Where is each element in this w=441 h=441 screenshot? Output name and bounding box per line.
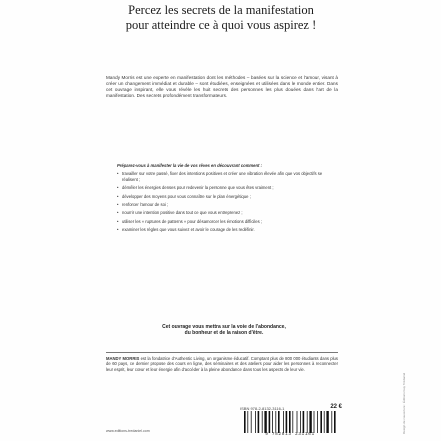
- barcode-bar: [326, 411, 328, 433]
- list-item: • développer des moyens pour vous connaître sur le plan énergétique ;: [117, 194, 331, 199]
- barcode-bar: [264, 411, 266, 433]
- isbn-label: ISBN 978-2-8132-3116-1: [240, 406, 285, 411]
- barcode-bar: [314, 411, 315, 433]
- cover-title: [95, 3, 347, 33]
- list-item: • renforcer l'amour de soi ;: [117, 202, 331, 207]
- barcode-bar: [255, 411, 256, 433]
- barcode-bar: [289, 411, 291, 433]
- barcode-bar: [320, 411, 322, 433]
- conclusion: [120, 324, 328, 337]
- author-bio-text: est la fondatrice d'Authentic Living, un organisme éducatif. Comptant plus de 800 000 étudiants dans plus de 60 pays, ce dernier propose des cours en ligne, des séminaires et des ateliers pour aider les personnes à reconnecter leur esprit, leur cœur et leur énergie afin d'accéder à la pleine abondance dans tous les aspects de leur vie.: [106, 356, 338, 372]
- barcode-bar: [297, 411, 298, 433]
- list-item: • travailler sur votre passé, fixer des intentions positives et créer une vibration élevée afin que vos objectifs se réalisent ;: [117, 171, 331, 182]
- publisher-website: www.editions-tredaniel.com: [106, 429, 150, 433]
- barcode-bar: [331, 411, 332, 433]
- price-label: 22 €: [330, 404, 342, 410]
- barcode-bar: [247, 411, 248, 433]
- barcode-bar: [292, 411, 293, 433]
- barcode-bar: [286, 411, 288, 433]
- barcode-graphic: [240, 411, 340, 433]
- barcode-bar: [244, 411, 246, 433]
- list-item: • nourrir une intention positive dans tout ce que vous entreprenez ;: [117, 210, 331, 215]
- list-item: • démêler les énergies denses pour redevenir la personne que vous êtes vraiment ;: [117, 185, 331, 190]
- list-item: • examiner les règles que vous suivez et avoir le courage de les redéfinir.: [117, 227, 331, 232]
- barcode-bar: [307, 411, 308, 433]
- list-item: • utiliser les « ruptures de patterns » pour désamorcer les émotions difficiles ;: [117, 219, 331, 224]
- key-points-list: [117, 171, 331, 232]
- barcode-bar: [317, 411, 318, 433]
- barcode-bar: [275, 411, 276, 433]
- barcode-bar: [334, 411, 336, 433]
- conclusion-line-2: du bonheur et de la raison d'être.: [184, 330, 264, 337]
- barcode-bar: [269, 411, 271, 433]
- barcode-bar: [324, 411, 325, 433]
- cover-credits: Design de couverture : Éditions Guy Trédaniel: [402, 372, 406, 434]
- key-points-lead: Préparez-vous à manifester la vie de vos rêves en découvrant comment :: [117, 163, 262, 168]
- barcode-icon: [240, 411, 340, 433]
- barcode-bar: [251, 411, 252, 433]
- barcode-bar: [309, 411, 311, 433]
- barcode-bar: [278, 411, 280, 433]
- barcode-bar: [262, 411, 263, 433]
- barcode-bar: [272, 411, 273, 433]
- title-line-2: pour atteindre ce à quoi vous aspirez !: [125, 18, 317, 32]
- title-line-1: Percez les secrets de la manifestation: [128, 3, 314, 17]
- barcode-bar: [283, 411, 284, 433]
- conclusion-line-1: Cet ouvrage vous mettra sur la voie de l'abondance,: [162, 324, 286, 330]
- key-points-section: [117, 163, 331, 236]
- author-name: MANDY MORRIS: [106, 356, 140, 361]
- intro-paragraph: Mandy Morris est une experte en manifestation dont les méthodes – basées sur la science et l'amour, visant à créer un changement immédiat et durable – sont étudiées, enseignées et utilisées dans le monde entier. Dans cet ouvrage inspirant, elle vous révèle les huit secrets des personnes les plus douées dans l'art de la manifestation. Des secrets profondément transformateurs.: [106, 75, 338, 99]
- barcode-number: 9 782813 231161: [265, 432, 315, 437]
- barcode-bar: [300, 411, 301, 433]
- barcode-bar: [258, 411, 260, 433]
- author-bio: [106, 352, 338, 372]
- barcode-bar: [303, 411, 305, 433]
